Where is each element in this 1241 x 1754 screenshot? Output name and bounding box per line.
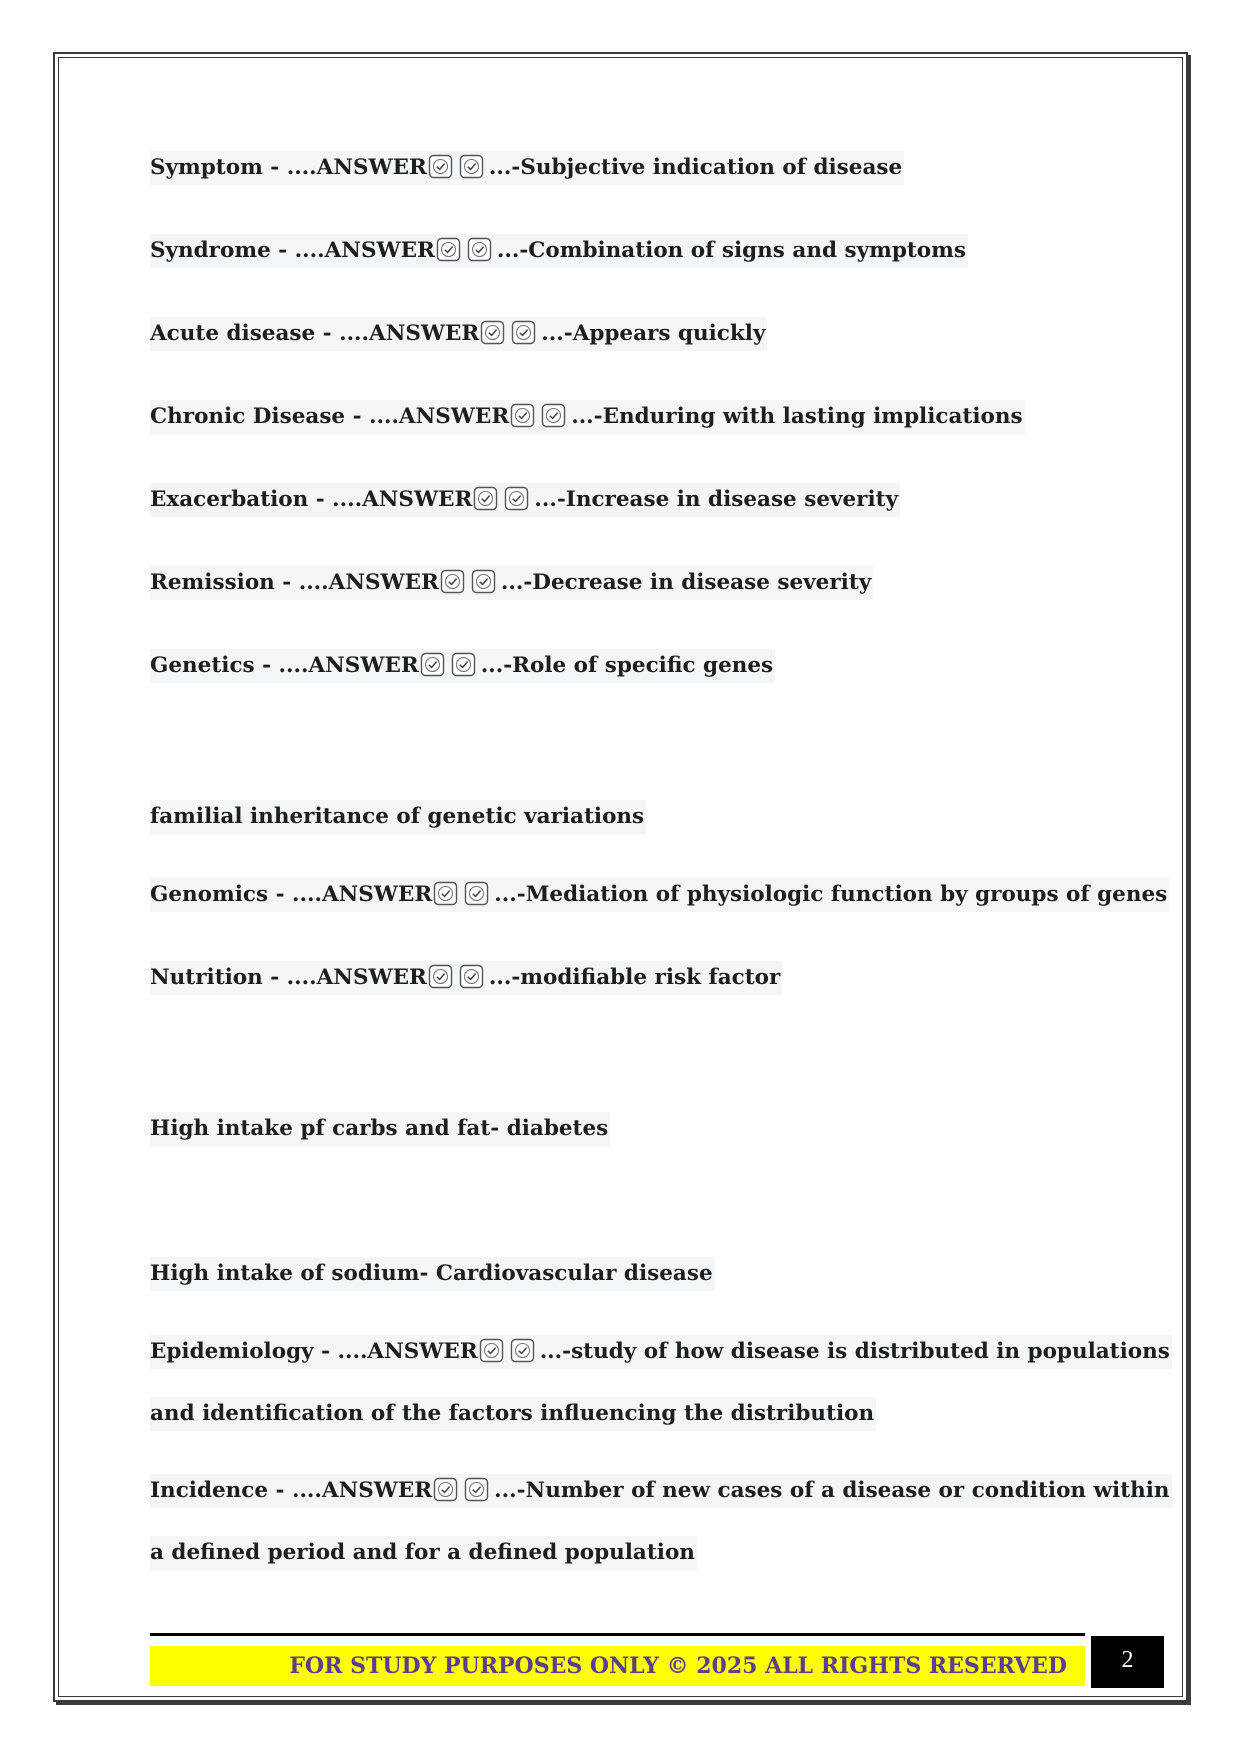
definition-text: -study of how disease is distributed in populations xyxy=(562,1339,1170,1364)
ellipsis: ... xyxy=(488,155,512,180)
ellipsis: ... xyxy=(480,653,504,678)
qa-entry-genetics xyxy=(150,649,775,683)
term-label: Symptom - ....ANSWER xyxy=(150,155,427,180)
term-label: Remission - ....ANSWER xyxy=(150,570,439,595)
term-label: Exacerbation - ....ANSWER xyxy=(150,487,473,512)
checkbox-check-icon xyxy=(479,1338,504,1363)
checkbox-check-icon xyxy=(473,486,498,511)
footer-rule xyxy=(150,1633,1085,1636)
definition-text: -Mediation of physiologic function by groups of genes xyxy=(516,882,1168,907)
definition-text: -Subjective indication of disease xyxy=(511,155,903,180)
checkbox-check-icon xyxy=(464,1477,489,1502)
checkbox-check-icon xyxy=(420,652,445,677)
definition-text: -Combination of signs and symptoms xyxy=(519,238,966,263)
continuation-text: High intake pf carbs and fat- diabetes xyxy=(150,1116,609,1141)
page-number: 2 xyxy=(1091,1636,1164,1688)
checkbox-check-icon xyxy=(510,1338,535,1363)
definition-text: -Decrease in disease severity xyxy=(523,570,872,595)
checkbox-check-icon xyxy=(511,320,536,345)
checkbox-check-icon xyxy=(459,964,484,989)
ellipsis: ... xyxy=(496,238,520,263)
ellipsis: ... xyxy=(534,487,557,512)
footer-copyright: FOR STUDY PURPOSES ONLY © 2025 ALL RIGHTS RESERVED xyxy=(289,1653,1067,1679)
term-label: Nutrition - ....ANSWER xyxy=(150,965,427,990)
checkbox-check-icon xyxy=(428,154,453,179)
checkbox-check-icon xyxy=(471,569,496,594)
definition-text: -Enduring with lasting implications xyxy=(593,404,1023,429)
qa-entry-syndrome xyxy=(150,234,968,268)
qa-entry-incidence xyxy=(150,1474,1172,1508)
checkbox-check-icon xyxy=(480,320,505,345)
genetics-continuation xyxy=(150,800,646,834)
continuation-text: High intake of sodium- Cardiovascular disease xyxy=(150,1261,713,1286)
term-label: Genomics - ....ANSWER xyxy=(150,882,433,907)
ellipsis: ... xyxy=(539,1339,563,1364)
definition-text: -Role of specific genes xyxy=(503,653,774,678)
nutrition-continuation-2 xyxy=(150,1257,715,1291)
checkbox-check-icon xyxy=(436,237,461,262)
qa-entry-chronic-disease xyxy=(150,400,1025,434)
term-label: Incidence - ....ANSWER xyxy=(150,1478,433,1503)
checkbox-check-icon xyxy=(467,237,492,262)
continuation-text: and identification of the factors influencing the distribution xyxy=(150,1401,875,1426)
checkbox-check-icon xyxy=(433,881,458,906)
checkbox-check-icon xyxy=(541,403,566,428)
ellipsis: ... xyxy=(494,882,517,907)
qa-entry-genomics xyxy=(150,878,1169,912)
term-label: Genetics - ....ANSWER xyxy=(150,653,419,678)
checkbox-check-icon xyxy=(459,154,484,179)
page-border-inner xyxy=(58,57,1183,1697)
footer-band xyxy=(150,1646,1085,1686)
ellipsis: ... xyxy=(494,1478,517,1503)
qa-entry-remission xyxy=(150,566,873,600)
nutrition-continuation-1 xyxy=(150,1112,610,1146)
definition-text: -Increase in disease severity xyxy=(556,487,899,512)
checkbox-check-icon xyxy=(504,486,529,511)
term-label: Acute disease - ....ANSWER xyxy=(150,321,480,346)
qa-entry-epidemiology xyxy=(150,1335,1172,1369)
term-label: Chronic Disease - ....ANSWER xyxy=(150,404,510,429)
ellipsis: ... xyxy=(500,570,524,595)
qa-entry-acute-disease xyxy=(150,317,767,351)
ellipsis: ... xyxy=(571,404,594,429)
qa-entry-nutrition xyxy=(150,961,782,995)
checkbox-check-icon xyxy=(433,1477,458,1502)
qa-entry-exacerbation xyxy=(150,483,900,517)
definition-text: -modifiable risk factor xyxy=(511,965,781,990)
checkbox-check-icon xyxy=(510,403,535,428)
checkbox-check-icon xyxy=(451,652,476,677)
qa-entry-symptom xyxy=(150,151,904,185)
checkbox-check-icon xyxy=(428,964,453,989)
continuation-text: a defined period and for a defined population xyxy=(150,1540,695,1565)
checkbox-check-icon xyxy=(464,881,489,906)
continuation-text: familial inheritance of genetic variations xyxy=(150,804,645,829)
incidence-continuation xyxy=(150,1536,697,1570)
term-label: Epidemiology - ....ANSWER xyxy=(150,1339,478,1364)
ellipsis: ... xyxy=(488,965,512,990)
definition-text: -Appears quickly xyxy=(563,321,766,346)
ellipsis: ... xyxy=(541,321,564,346)
definition-text: -Number of new cases of a disease or condition within xyxy=(516,1478,1170,1503)
epidemiology-continuation xyxy=(150,1397,876,1431)
term-label: Syndrome - ....ANSWER xyxy=(150,238,435,263)
checkbox-check-icon xyxy=(440,569,465,594)
